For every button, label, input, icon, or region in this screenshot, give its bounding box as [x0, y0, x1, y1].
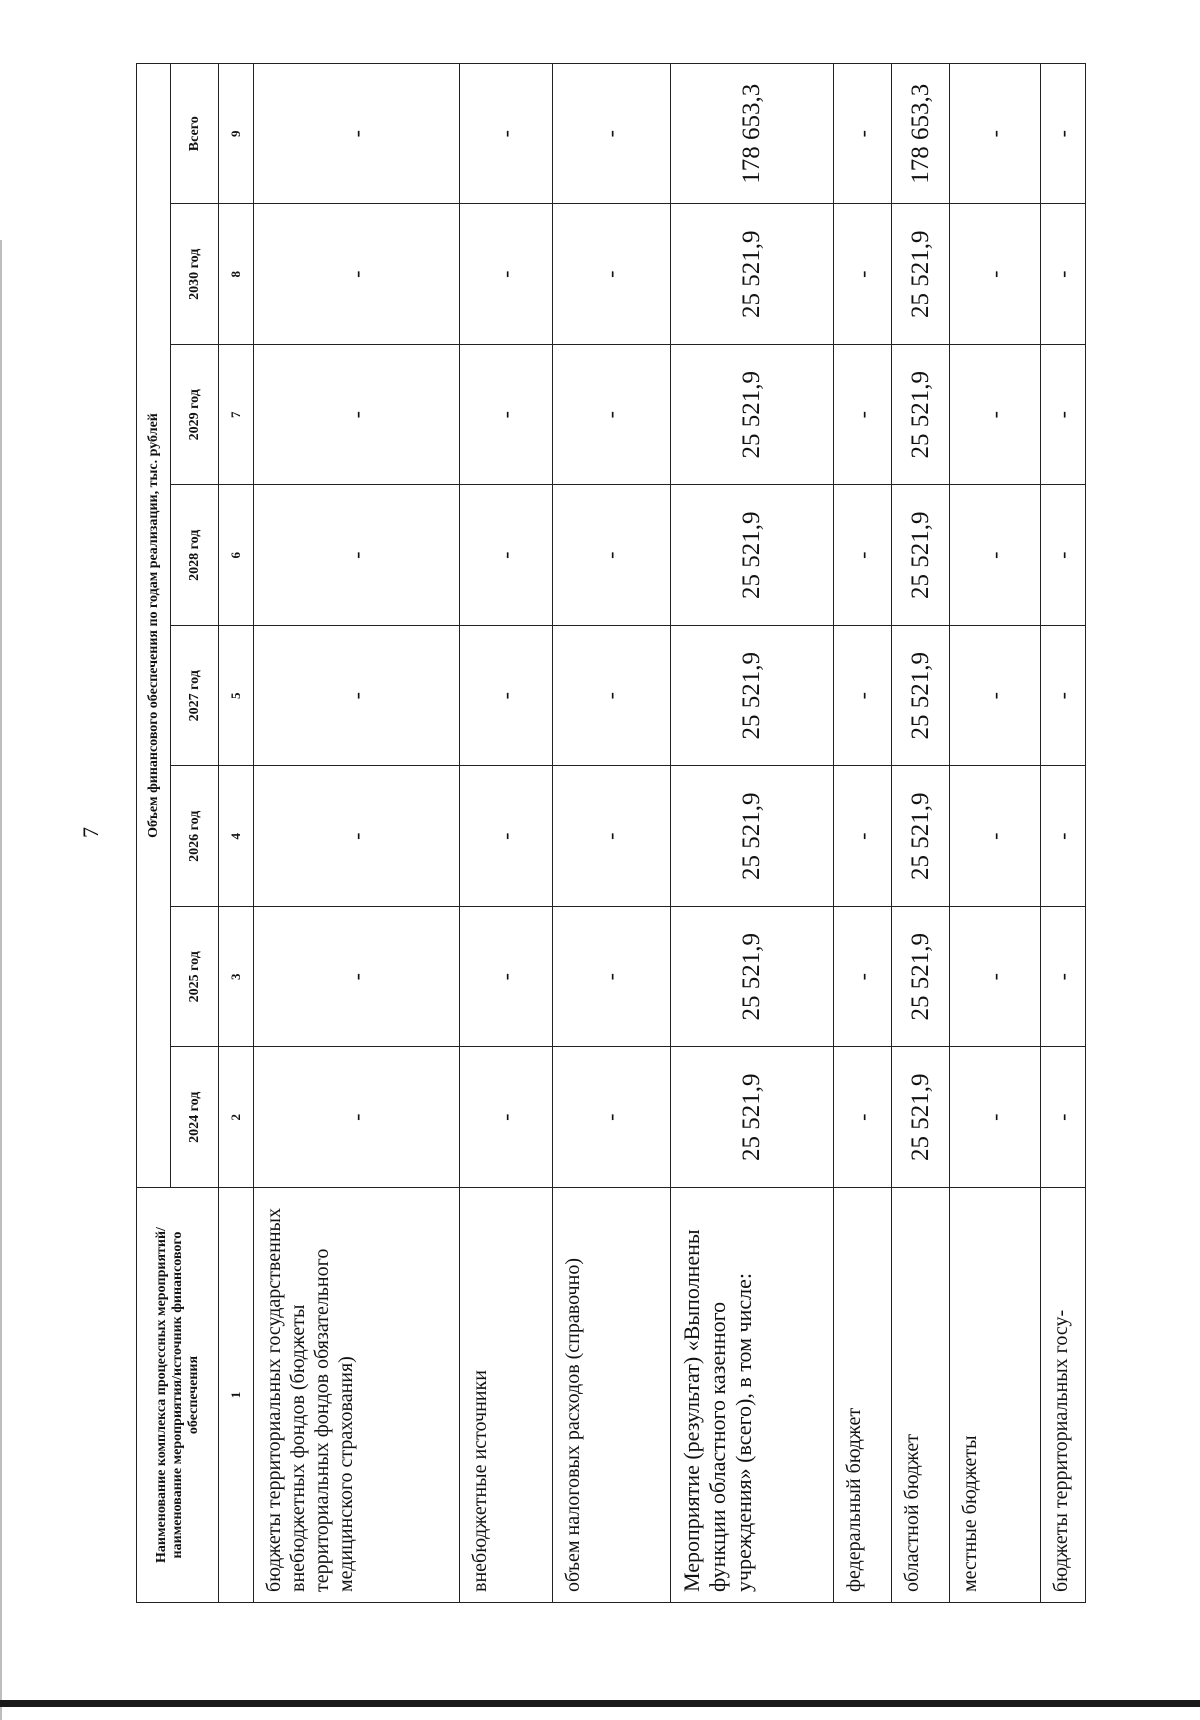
table-cell: -	[460, 485, 552, 626]
table-cell: 25 521,9	[671, 907, 834, 1048]
column-number: 8	[219, 204, 254, 345]
table-cell: -	[950, 626, 1040, 767]
table-cell: 178 653,3	[892, 64, 950, 205]
year-header: 2026 год	[171, 766, 219, 907]
table-cell: 25 521,9	[892, 345, 950, 486]
table-cell: -	[834, 485, 892, 626]
year-header: 2030 год	[171, 204, 219, 345]
year-header: 2029 год	[171, 345, 219, 486]
financing-group-header: Объем финансового обеспечения по годам реализации, тыс. рублей	[137, 64, 171, 1188]
rotated-table-container	[136, 63, 1086, 1603]
table-cell: -	[1040, 1047, 1085, 1188]
column-number: 5	[219, 626, 254, 767]
table-cell: 25 521,9	[892, 1047, 950, 1188]
table-cell: -	[1040, 204, 1085, 345]
row-label: внебюджетные источники	[460, 1188, 552, 1603]
table-cell: -	[254, 485, 460, 626]
table-cell: -	[460, 1047, 552, 1188]
table-cell: -	[254, 907, 460, 1048]
financing-table	[136, 63, 1086, 1603]
table-row	[671, 64, 834, 1603]
row-label: областной бюджет	[892, 1188, 950, 1603]
row-label: объем налоговых расходов (справочно)	[552, 1188, 670, 1603]
table-cell: 25 521,9	[892, 766, 950, 907]
row-label: местные бюджеты	[950, 1188, 1040, 1603]
table-cell: 25 521,9	[671, 766, 834, 907]
table-cell: -	[950, 1047, 1040, 1188]
table-cell: -	[834, 345, 892, 486]
table-cell: -	[460, 64, 552, 205]
table-cell: -	[1040, 907, 1085, 1048]
row-label: федеральный бюджет	[834, 1188, 892, 1603]
table-cell: 25 521,9	[671, 345, 834, 486]
table-cell: -	[460, 766, 552, 907]
column-number: 3	[219, 907, 254, 1048]
table-cell: -	[460, 345, 552, 486]
table-cell: -	[950, 64, 1040, 205]
table-cell: 25 521,9	[892, 907, 950, 1048]
table-row	[552, 64, 670, 1603]
table-cell: -	[1040, 345, 1085, 486]
table-cell: -	[834, 64, 892, 205]
row-label: Мероприятие (результат) «Выполнены функции областного казенного учреждения» (всего), в том числе:	[671, 1188, 834, 1603]
table-cell: -	[552, 485, 670, 626]
row-label: бюджеты территориальных государственных внебюджетных фондов (бюджеты территориальных фондов обязательного медицинского страхования)	[254, 1188, 460, 1603]
table-cell: 25 521,9	[892, 626, 950, 767]
name-column-header: Наименование комплекса процессных мероприятий/наименование мероприятия/источник финансового обеспечения	[137, 1188, 219, 1603]
table-cell: 25 521,9	[671, 204, 834, 345]
column-number: 4	[219, 766, 254, 907]
table-cell: -	[834, 204, 892, 345]
table-cell: -	[1040, 64, 1085, 205]
table-cell: 25 521,9	[671, 626, 834, 767]
table-cell: -	[834, 907, 892, 1048]
table-cell: -	[552, 766, 670, 907]
year-header: 2028 год	[171, 485, 219, 626]
scan-edge-left	[0, 240, 2, 1720]
table-cell: 25 521,9	[892, 204, 950, 345]
scan-edge-bottom	[0, 1700, 1200, 1707]
table-cell: -	[552, 345, 670, 486]
table-cell: -	[1040, 626, 1085, 767]
table-row	[1040, 64, 1085, 1603]
column-number: 7	[219, 345, 254, 486]
table-row	[950, 64, 1040, 1603]
column-number: 2	[219, 1047, 254, 1188]
table-row	[460, 64, 552, 1603]
table-cell: -	[1040, 766, 1085, 907]
table-row	[892, 64, 950, 1603]
table-cell: -	[834, 1047, 892, 1188]
table-cell: -	[950, 485, 1040, 626]
year-header: 2025 год	[171, 907, 219, 1048]
table-cell: -	[552, 626, 670, 767]
table-cell: -	[950, 204, 1040, 345]
column-number: 1	[219, 1188, 254, 1603]
total-header: Всего	[171, 64, 219, 205]
table-cell: -	[254, 1047, 460, 1188]
column-number: 9	[219, 64, 254, 205]
page-number: 7	[78, 827, 103, 838]
table-cell: -	[834, 626, 892, 767]
table-cell: -	[950, 345, 1040, 486]
table-cell: -	[460, 204, 552, 345]
table-cell: -	[254, 204, 460, 345]
year-header: 2024 год	[171, 1047, 219, 1188]
table-cell: -	[552, 907, 670, 1048]
table-cell: -	[834, 766, 892, 907]
table-cell: -	[460, 626, 552, 767]
table-cell: 178 653,3	[671, 64, 834, 205]
table-cell: -	[254, 345, 460, 486]
table-cell: -	[1040, 485, 1085, 626]
table-row	[834, 64, 892, 1603]
table-cell: 25 521,9	[671, 485, 834, 626]
table-cell: -	[460, 907, 552, 1048]
table-cell: -	[552, 64, 670, 205]
table-cell: -	[254, 766, 460, 907]
table-cell: 25 521,9	[671, 1047, 834, 1188]
column-number: 6	[219, 485, 254, 626]
table-cell: -	[254, 626, 460, 767]
table-cell: -	[552, 204, 670, 345]
table-row	[254, 64, 460, 1603]
table-cell: 25 521,9	[892, 485, 950, 626]
table-cell: -	[950, 766, 1040, 907]
year-header: 2027 год	[171, 626, 219, 767]
row-label: бюджеты территориальных госу-	[1040, 1188, 1085, 1603]
table-cell: -	[950, 907, 1040, 1048]
table-cell: -	[552, 1047, 670, 1188]
table-cell: -	[254, 64, 460, 205]
